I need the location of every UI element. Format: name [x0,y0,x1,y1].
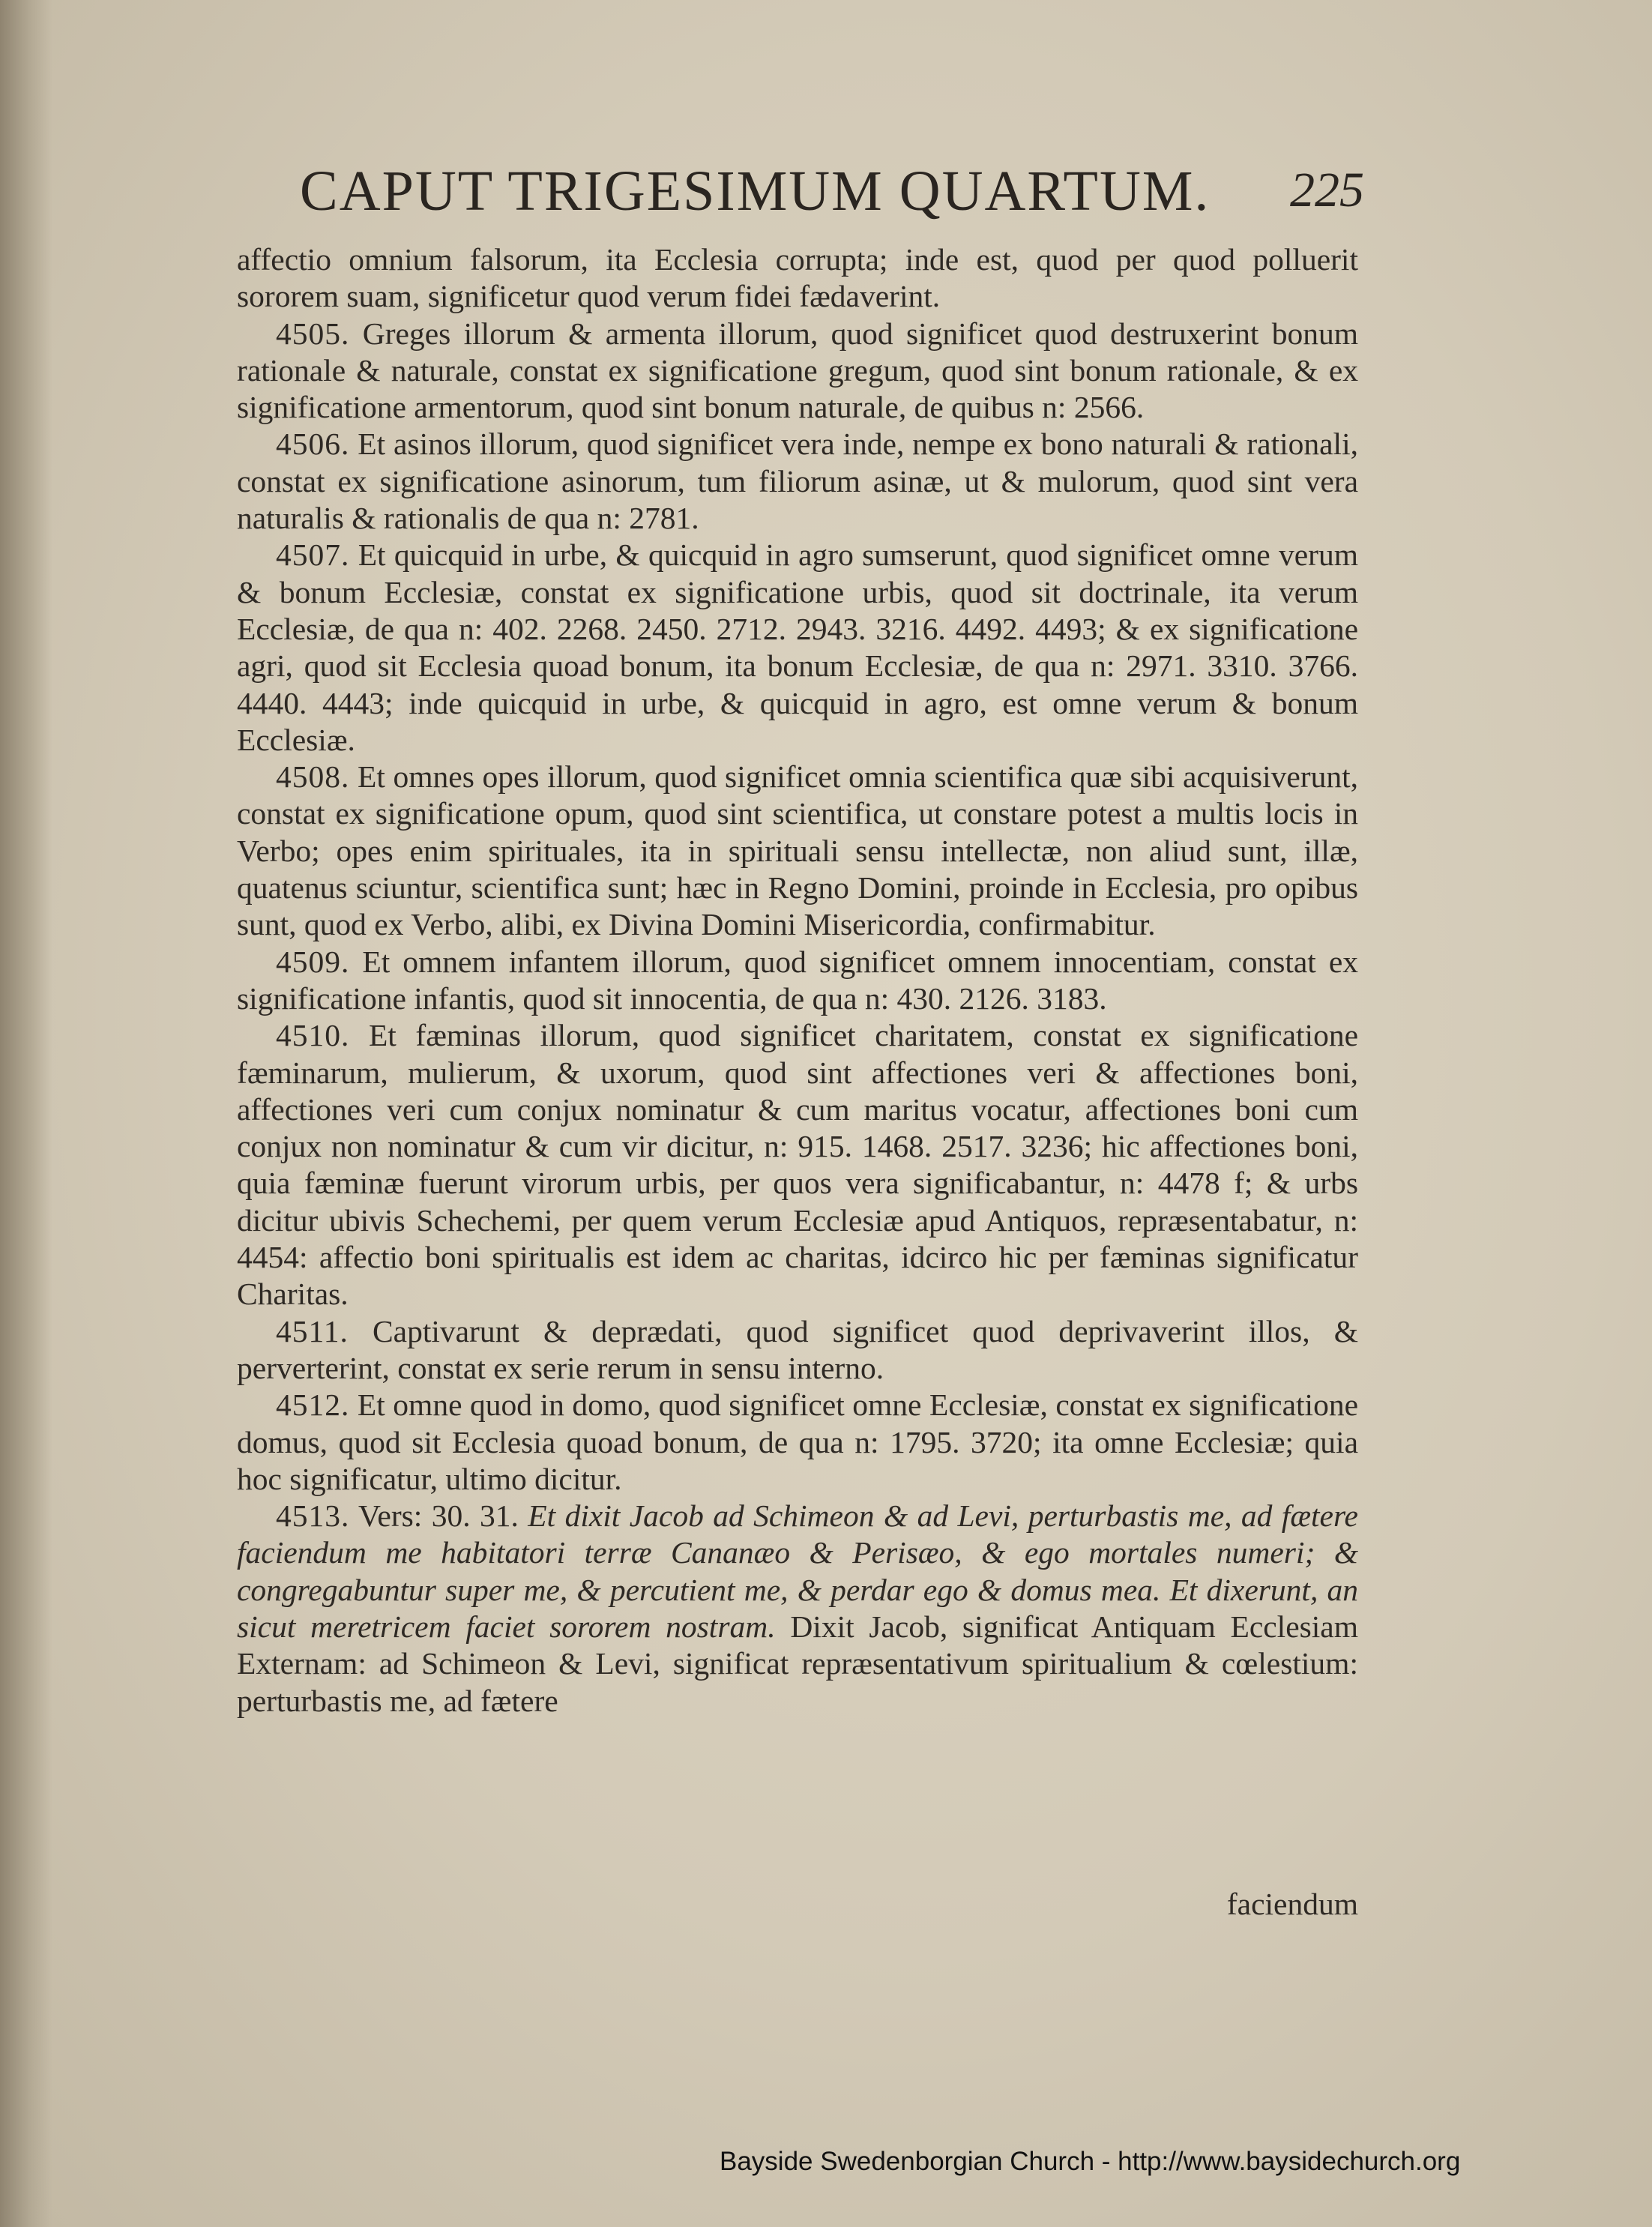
paragraph-4511: 4511. Captivarunt & deprædati, quod significet quod deprivaverint illos, & perverterint, constat ex serie rerum in sensu interno. [237,1313,1358,1385]
watermark-credit: Bayside Swedenborgian Church - http://www.baysidechurch.org [720,2147,1461,2176]
paragraph-4510: 4510. Et fæminas illorum, quod significet charitatem, constat ex significatione fæminarum, mulierum, & uxorum, quod sint affectiones veri & affectiones boni, affectiones veri cum conjux nominatur & cum maritus vocatur, affectiones boni cum conjux non nominatur & cum vir dicitur, n: 915. 1468. 2517. 3236; hic affectiones boni, quia fæminæ fuerunt virorum urbis, per quos vera significabantur, n: 4478 f; & urbs dicitur ubivis Schechemi, per quem verum Ecclesiæ apud Antiquos, repræsentabatur, n: 4454: affectio boni spiritualis est idem ac charitas, idcirco hic per fæminas significatur Charitas. [237,1018,1358,1312]
section-number: 4506. [276,427,350,462]
paragraph-4507: 4507. Et quicquid in urbe, & quicquid in agro sumserunt, quod significet omne verum & bonum Ecclesiæ, constat ex significatione urbis, quod sit doctrinale, ita verum Ecclesiæ, de qua n: 402. 2268. 2450. 2712. 2943. 3216. 4492. 4493; & ex significatione agri, quod sit Ecclesia quoad bonum, ita bonum Ecclesiæ, de qua n: 2971. 3310. 3766. 4440. 4443; inde quicquid in urbe, & quicquid in agro, est omne verum & bonum Ecclesiæ. [237,537,1358,757]
page-number: 225 [1290,163,1364,217]
paragraph-4505: 4505. Greges illorum & armenta illorum, quod significet quod destruxerint bonum rationale & naturale, constat ex significatione gregum, quod sint bonum rationale, & ex significatione armentorum, quod sint bonum naturale, de quibus n: 2566. [237,316,1359,425]
running-header [300,159,1364,226]
paragraph-continued: affectio omnium falsorum, ita Ecclesia corrupta; inde est, quod per quod polluerit sororem suam, significetur quod verum fidei fædaverint. [237,242,1358,314]
section-number: 4512. [276,1387,350,1423]
paragraph-4506: 4506. Et asinos illorum, quod significet vera inde, nempe ex bono naturali & rationali, constat ex significatione asinorum, tum filiorum asinæ, ut & mulorum, quod sint vera naturalis & rationalis de qua n: 2781. [237,427,1358,536]
section-number: 4508. [276,759,350,795]
paragraph-4508: 4508. Et omnes opes illorum, quod significet omnia scientifica quæ sibi acquisiverunt, constat ex significatione opum, quod sint scientifica, ut constare potest a multis locis in Verbo; opes enim spirituales, ita in spirituali sensu intellectæ, non aliud sunt, illæ, quatenus sciuntur, scientifica sunt; hæc in Regno Domini, proinde in Ecclesia, pro opibus sunt, quod ex Verbo, alibi, ex Divina Domini Misericordia, confirmabitur. [237,759,1358,942]
section-number: 4505. [276,316,350,351]
section-number: 4510. [276,1018,350,1053]
page-gutter-shadow [0,0,52,2227]
scripture-quote: Et dixit Jacob ad Schimeon & ad Levi, perturbastis me, ad fætere faciendum me habitatori terræ Cananæo & Perisæo, & ego mortales numeri; & congregabuntur super me, & percutient me, & perdar ego & domus mea. Et dixerunt, an sicut meretricem faciet sororem nostram. [237,1498,1358,1644]
section-number: 4513. [276,1498,350,1534]
paragraph-4509: 4509. Et omnem infantem illorum, quod significet omnem innocentiam, constat ex significatione infantis, quod sit innocentia, de qua n: 430. 2126. 3183. [237,944,1359,1016]
paragraph-4512: 4512. Et omne quod in domo, quod significet omne Ecclesiæ, constat ex significatione domus, quod sit Ecclesia quoad bonum, de qua n: 1795. 3720; ita omne Ecclesiæ; quia hoc significatur, ultimo dicitur. [237,1387,1359,1496]
body-text [237,241,1358,1720]
section-number: 4507. [276,537,350,573]
catchword: faciendum [1226,1887,1358,1921]
paragraph-4513: 4513. Vers: 30. 31. Et dixit Jacob ad Schimeon & ad Levi, perturbastis me, ad fætere faciendum me habitatori terræ Cananæo & Perisæo, & ego mortales numeri; & congregabuntur super me, & percutient me, & perdar ego & domus mea. Et dixerunt, an sicut meretricem faciet sororem nostram. Dixit Jacob, significat Antiquam Ecclesiam Externam: ad Schimeon & Levi, significat repræsentativum spiritualium & cœlestium: perturbastis me, ad fætere [237,1498,1359,1718]
section-number: 4511. [276,1313,349,1348]
verse-reference: Vers: 30. 31. [358,1498,519,1534]
section-number: 4509. [276,944,350,979]
chapter-title: CAPUT TRIGESIMUM QUARTUM. [300,160,1211,223]
